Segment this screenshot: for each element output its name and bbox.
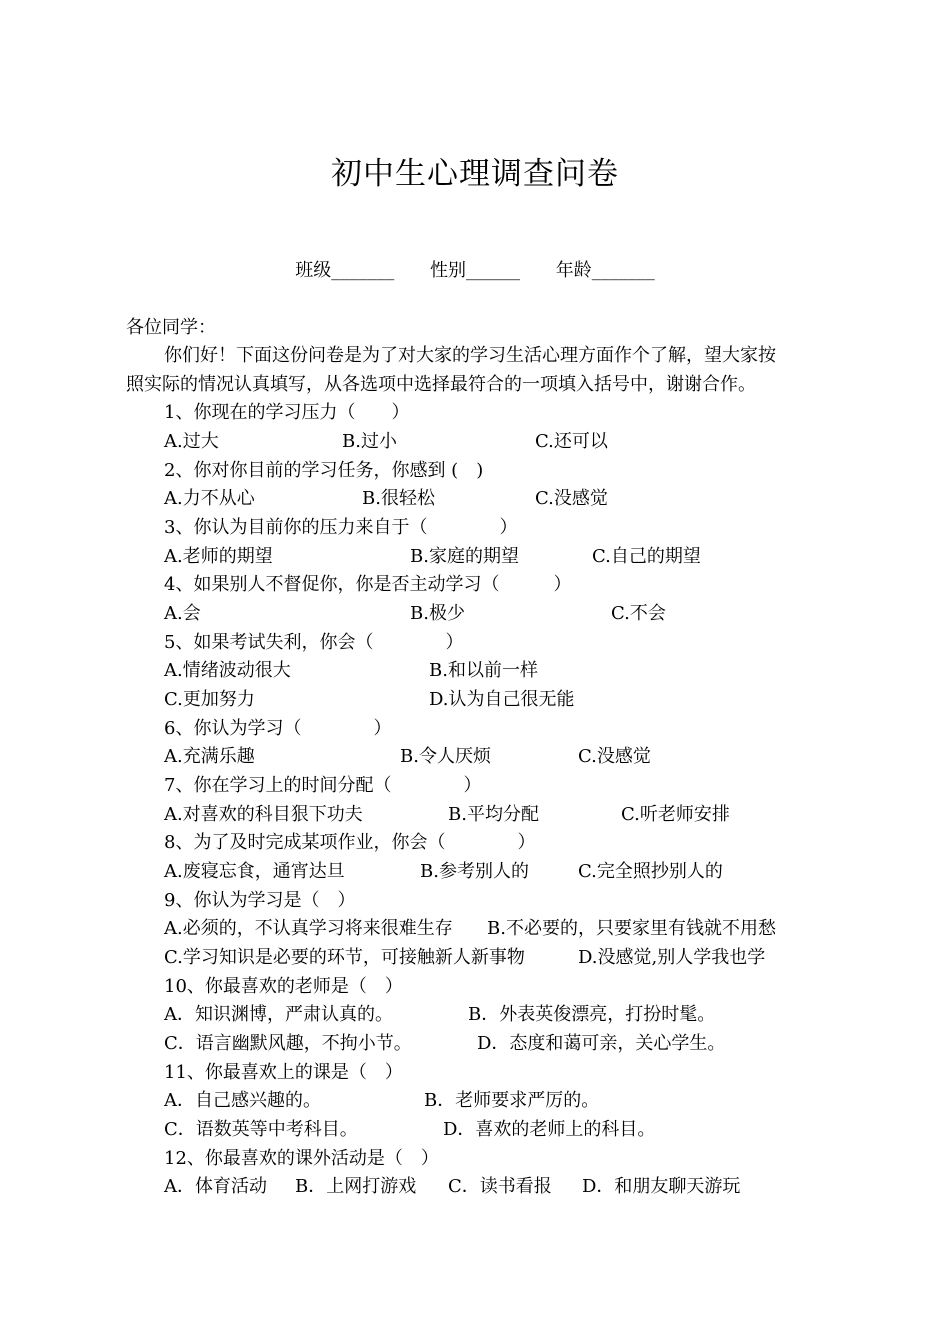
- option[interactable]: B.参考别人的: [420, 861, 529, 882]
- option[interactable]: B．上网打游戏: [295, 1176, 417, 1197]
- option[interactable]: A.过大: [164, 431, 219, 452]
- option[interactable]: A.力不从心: [164, 488, 255, 509]
- option[interactable]: C.听老师安排: [621, 804, 730, 825]
- intro-line-1: 你们好！下面这份问卷是为了对大家的学习生活心理方面作个了解，望大家按: [164, 345, 776, 366]
- option[interactable]: B.和以前一样: [429, 660, 538, 681]
- question-3: 3、你认为目前你的压力来自于（ ）: [164, 517, 518, 538]
- option[interactable]: C.没感觉: [578, 746, 651, 767]
- option[interactable]: A.废寝忘食，通宵达旦: [164, 861, 345, 882]
- gender-field[interactable]: 性别______: [430, 260, 520, 281]
- option[interactable]: A.充满乐趣: [164, 746, 255, 767]
- info-fields: [0, 256, 950, 282]
- option[interactable]: B.平均分配: [448, 804, 539, 825]
- question-12: 12、你最喜欢的课外活动是（ ）: [164, 1148, 439, 1169]
- option[interactable]: C.完全照抄别人的: [578, 861, 723, 882]
- option[interactable]: B.令人厌烦: [400, 746, 491, 767]
- option[interactable]: A.必须的，不认真学习将来很难生存: [164, 918, 453, 939]
- option[interactable]: C.不会: [611, 603, 666, 624]
- option[interactable]: A．体育活动: [164, 1176, 267, 1197]
- age-field[interactable]: 年龄_______: [555, 260, 655, 281]
- question-4: 4、如果别人不督促你，你是否主动学习（ ）: [164, 574, 572, 595]
- question-1: 1、你现在的学习压力（ ）: [164, 402, 410, 423]
- option[interactable]: A.老师的期望: [164, 546, 273, 567]
- page-title: 初中生心理调查问卷: [331, 156, 619, 192]
- option[interactable]: B．外表英俊漂亮，打扮时髦。: [468, 1004, 716, 1025]
- option[interactable]: D．和朋友聊天游玩: [582, 1176, 741, 1197]
- option[interactable]: B．老师要求严厉的。: [424, 1090, 600, 1111]
- question-10: 10、你最喜欢的老师是（ ）: [164, 976, 403, 997]
- question-7: 7、你在学习上的时间分配（ ）: [164, 775, 482, 796]
- question-5: 5、如果考试失利，你会（ ）: [164, 632, 464, 653]
- question-2: 2、你对你目前的学习任务，你感到 ( ): [164, 460, 484, 481]
- option[interactable]: A.情绪波动很大: [164, 660, 291, 681]
- option[interactable]: A.会: [164, 603, 201, 624]
- greeting: 各位同学：: [126, 317, 216, 338]
- option[interactable]: D.认为自己很无能: [429, 689, 575, 710]
- option[interactable]: C．读书看报: [448, 1176, 552, 1197]
- option[interactable]: C.还可以: [535, 431, 608, 452]
- option[interactable]: C.学习知识是必要的环节，可接触新人新事物: [164, 947, 525, 968]
- option[interactable]: B.过小: [342, 431, 397, 452]
- question-6: 6、你认为学习（ ）: [164, 718, 392, 739]
- option[interactable]: C．语言幽默风趣，不拘小节。: [164, 1033, 412, 1054]
- option[interactable]: B.家庭的期望: [410, 546, 519, 567]
- option[interactable]: D．喜欢的老师上的科目。: [443, 1119, 656, 1140]
- option[interactable]: D．态度和蔼可亲，关心学生。: [477, 1033, 726, 1054]
- option[interactable]: D.没感觉,别人学我也学: [578, 947, 766, 968]
- option[interactable]: A.对喜欢的科目狠下功夫: [164, 804, 363, 825]
- question-9: 9、你认为学习是（ ）: [164, 890, 356, 911]
- option[interactable]: C.没感觉: [535, 488, 608, 509]
- option[interactable]: A．知识渊博，严肃认真的。: [164, 1004, 393, 1025]
- intro-line-2: 照实际的情况认真填写，从各选项中选择最符合的一项填入括号中，谢谢合作。: [126, 374, 756, 395]
- class-field[interactable]: 班级_______: [295, 260, 395, 281]
- question-11: 11、你最喜欢上的课是（ ）: [164, 1062, 403, 1083]
- question-8: 8、为了及时完成某项作业，你会（ ）: [164, 832, 536, 853]
- option[interactable]: A．自己感兴趣的。: [164, 1090, 321, 1111]
- option[interactable]: B.不必要的，只要家里有钱就不用愁: [487, 918, 776, 939]
- option[interactable]: B.极少: [410, 603, 465, 624]
- option[interactable]: C.自己的期望: [592, 546, 701, 567]
- option[interactable]: B.很轻松: [362, 488, 435, 509]
- option[interactable]: C.更加努力: [164, 689, 255, 710]
- option[interactable]: C．语数英等中考科目。: [164, 1119, 358, 1140]
